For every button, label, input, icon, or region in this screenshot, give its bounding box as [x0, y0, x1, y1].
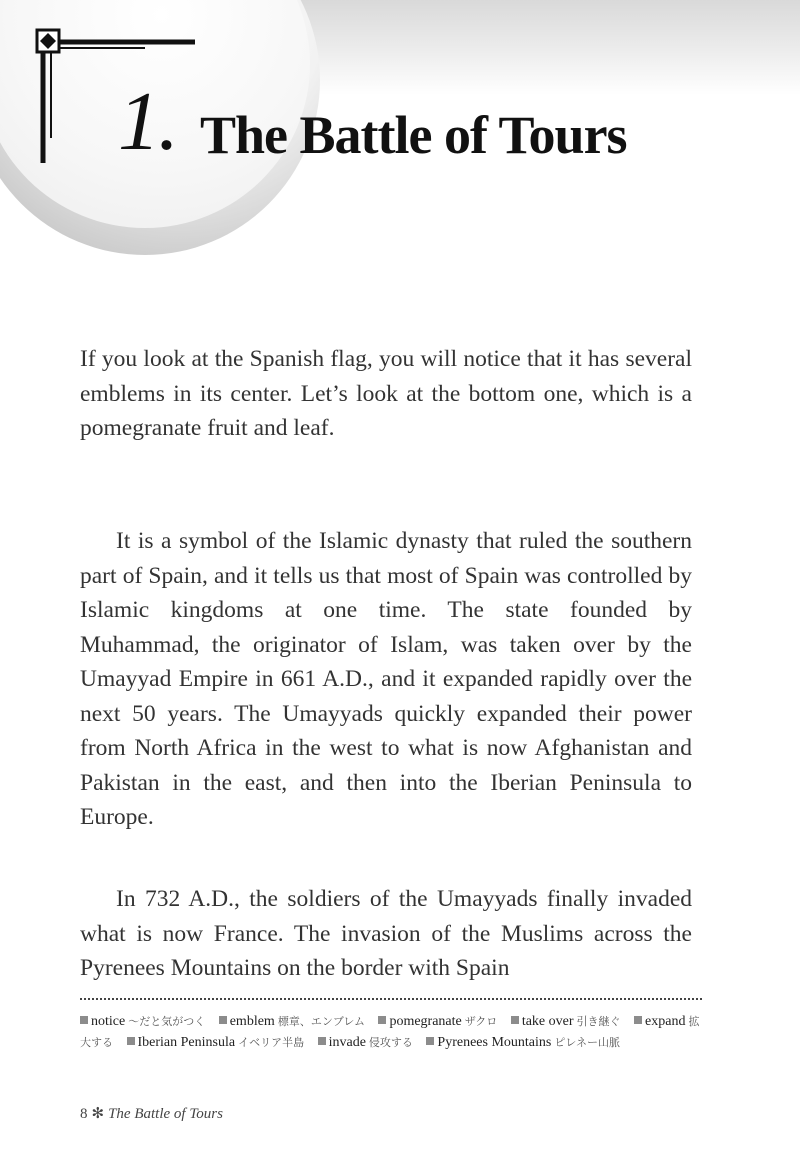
- vocabulary-item: [378, 1014, 497, 1029]
- asterisk-icon: ✻: [91, 1104, 105, 1122]
- body-paragraph-1: If you look at the Spanish flag, you will notice that it has several emblems in its center. Let’s look at the bottom one, which is a pomegranate fruit and leaf.: [80, 346, 692, 441]
- page-footer: [80, 1104, 223, 1123]
- vocabulary-term: pomegranate: [389, 1014, 462, 1029]
- vocabulary-definition: 〜だと気がつく: [128, 1015, 206, 1028]
- vocabulary-item: [219, 1014, 365, 1029]
- vocabulary-term: emblem: [229, 1014, 275, 1029]
- vocabulary-item: [127, 1035, 305, 1050]
- vocabulary-term: notice: [91, 1014, 126, 1029]
- vocabulary-definition: 侵攻する: [368, 1036, 413, 1049]
- vocabulary-definition: 拡大する: [80, 1015, 700, 1049]
- chapter-number: 1.: [118, 75, 177, 168]
- vocabulary-item: [511, 1014, 621, 1029]
- vocabulary-divider: [80, 998, 702, 1000]
- vocabulary-definition: 引き継ぐ: [576, 1015, 621, 1028]
- vocabulary-term: Pyrenees Mountains: [437, 1035, 552, 1050]
- body-paragraph-2: It is a symbol of the Islamic dynasty that ruled the southern part of Spain, and it tells us that most of Spain was controlled by Islamic kingdoms at one time. The state founded by Muhammad, the originator of Islam, was taken over by the Umayyad Empire in 661 A.D., and it expanded rapidly over the next 50 years. The Umayyads quickly expanded their power from North Africa in the west to what is now Afghanistan and Pakistan in the east, and then into the Iberian Peninsula to Europe.: [80, 528, 692, 830]
- bullet-square-icon: [80, 1016, 88, 1024]
- vocabulary-item: [318, 1035, 413, 1050]
- vocabulary-item: [426, 1035, 620, 1050]
- bullet-square-icon: [426, 1037, 434, 1045]
- chapter-title: The Battle of Tours: [200, 105, 627, 165]
- bullet-square-icon: [318, 1037, 326, 1045]
- vocabulary-term: invade: [328, 1035, 366, 1050]
- bullet-square-icon: [127, 1037, 135, 1045]
- vocabulary-definition: ピレネー山脈: [554, 1036, 621, 1049]
- page-number: 8: [80, 1106, 88, 1122]
- bullet-square-icon: [511, 1016, 519, 1024]
- bullet-square-icon: [634, 1016, 642, 1024]
- vocabulary-definition: ザクロ: [464, 1015, 498, 1028]
- vocabulary-definition: 標章、エンブレム: [277, 1015, 365, 1028]
- vocabulary-item: [80, 1014, 205, 1029]
- vocabulary-list: [80, 1011, 702, 1053]
- running-title: The Battle of Tours: [108, 1106, 223, 1122]
- vocabulary-definition: イベリア半島: [238, 1036, 305, 1049]
- bullet-square-icon: [378, 1016, 386, 1024]
- vocabulary-term: Iberian Peninsula: [137, 1035, 236, 1050]
- vocabulary-term: take over: [521, 1014, 574, 1029]
- body-paragraph-3: In 732 A.D., the soldiers of the Umayyads finally invaded what is now France. The invasion of the Muslims across the Pyrenees Mountains on the border with Spain: [80, 886, 692, 981]
- vocabulary-term: expand: [645, 1014, 686, 1029]
- bullet-square-icon: [219, 1016, 227, 1024]
